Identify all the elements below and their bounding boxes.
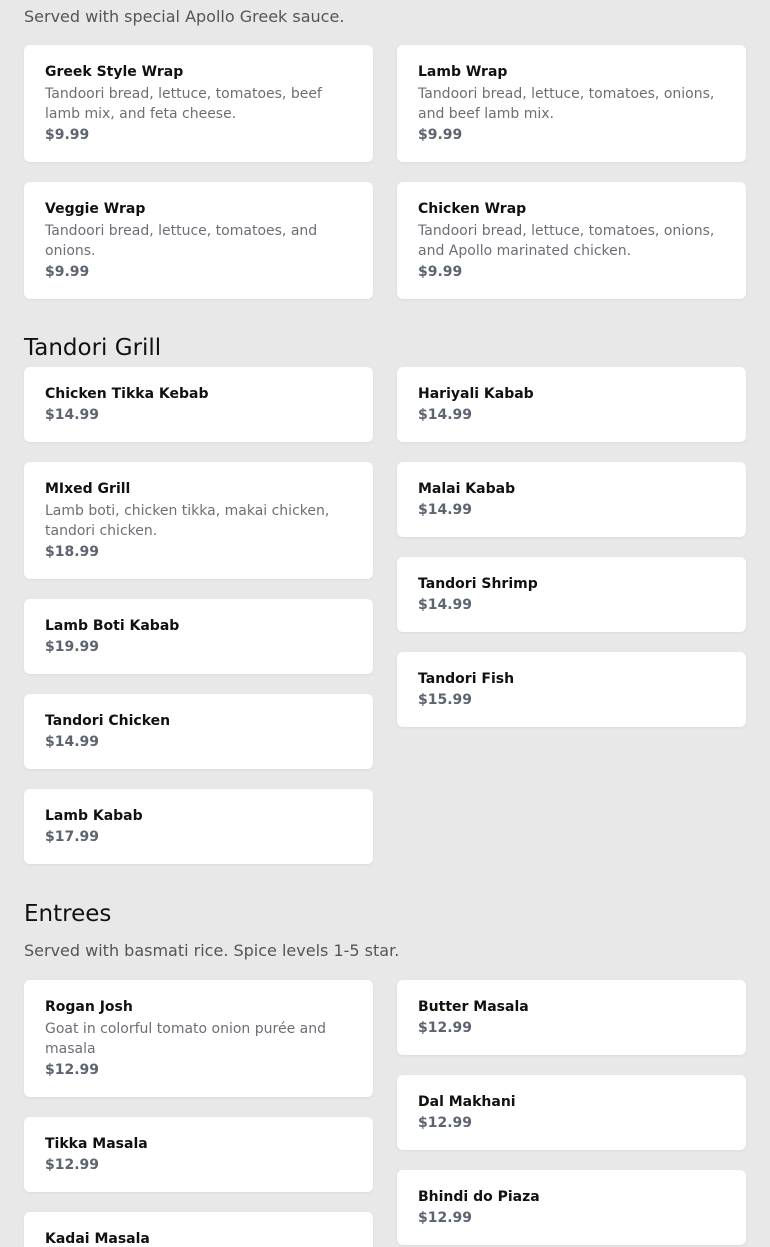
menu-item-name: MIxed Grill — [45, 481, 131, 497]
menu-item-price: $14.99 — [418, 502, 473, 518]
menu-item-card[interactable] — [24, 694, 373, 769]
menu-item-price: $12.99 — [45, 1157, 100, 1173]
menu-item-price: $19.99 — [45, 639, 100, 655]
menu-item-name: Greek Style Wrap — [45, 64, 184, 80]
menu-item-name: Bhindi do Piaza — [418, 1189, 540, 1205]
menu-item-name: Tandori Shrimp — [418, 576, 538, 592]
menu-item-card[interactable] — [24, 789, 373, 864]
menu-item-name: Tandori Fish — [418, 671, 515, 687]
menu-item-price: $14.99 — [418, 407, 473, 423]
menu-item-price: $15.99 — [418, 692, 473, 708]
entrees-description: Served with basmati rice. Spice levels 1-5 star. — [24, 941, 400, 960]
menu-item-name: Lamb Wrap — [418, 64, 508, 80]
menu-item-name: Rogan Josh — [45, 999, 133, 1015]
menu-item-description: Tandoori bread, lettuce, tomatoes, onions, and beef lamb mix. — [418, 86, 715, 122]
menu-item-price: $14.99 — [45, 407, 100, 423]
section-title-entrees: Entrees — [24, 901, 112, 927]
menu-item-description: Tandoori bread, lettuce, tomatoes, beef lamb mix, and feta cheese. — [45, 86, 322, 122]
menu-item-name: Tikka Masala — [45, 1136, 148, 1152]
menu-item-name: Kadai Masala — [45, 1231, 150, 1247]
menu-item-price: $18.99 — [45, 544, 100, 560]
menu-item-name: Lamb Kabab — [45, 808, 143, 824]
menu-item-price: $17.99 — [45, 829, 100, 845]
menu-item-price: $12.99 — [418, 1115, 473, 1131]
menu-item-price: $14.99 — [45, 734, 100, 750]
menu-item-card[interactable] — [24, 1212, 373, 1247]
menu-item-card[interactable] — [397, 980, 746, 1055]
menu-item-name: Butter Masala — [418, 999, 529, 1015]
menu-item-card[interactable] — [24, 980, 373, 1097]
menu-item-description: Goat in colorful tomato onion purée and masala — [45, 1021, 326, 1057]
menu-item-name: Dal Makhani — [418, 1094, 516, 1110]
menu-item-description: Tandoori bread, lettuce, tomatoes, and onions. — [45, 223, 318, 259]
menu-item-card[interactable] — [24, 182, 373, 299]
menu-item-name: Tandori Chicken — [45, 713, 171, 729]
entrees-right-column — [397, 980, 746, 1247]
menu-item-card[interactable] — [24, 462, 373, 579]
wraps-right-column — [397, 45, 746, 319]
menu-item-price: $14.99 — [418, 597, 473, 613]
menu-item-card[interactable] — [397, 367, 746, 442]
menu-item-name: Chicken Wrap — [418, 201, 527, 217]
menu-item-price: $9.99 — [45, 127, 90, 143]
menu-item-card[interactable] — [397, 1170, 746, 1245]
menu-item-card[interactable] — [397, 462, 746, 537]
menu-item-name: Hariyali Kabab — [418, 386, 534, 402]
menu-item-price: $12.99 — [418, 1210, 473, 1226]
menu-item-card[interactable] — [397, 1075, 746, 1150]
section-title-tandori-grill: Tandori Grill — [24, 335, 162, 361]
menu-item-name: Malai Kabab — [418, 481, 516, 497]
menu-item-price: $9.99 — [418, 264, 463, 280]
entrees-left-column — [24, 980, 373, 1247]
menu-item-card[interactable] — [397, 45, 746, 162]
tandori-right-column — [397, 367, 746, 747]
wraps-description: Served with special Apollo Greek sauce. — [24, 7, 345, 26]
menu-item-description: Lamb boti, chicken tikka, makai chicken, tandori chicken. — [45, 503, 330, 539]
menu-item-card[interactable] — [24, 45, 373, 162]
menu-item-name: Veggie Wrap — [45, 201, 146, 217]
menu-item-card[interactable] — [397, 652, 746, 727]
menu-item-card[interactable] — [24, 1117, 373, 1192]
wraps-left-column — [24, 45, 373, 319]
menu-item-card[interactable] — [24, 367, 373, 442]
menu-item-card[interactable] — [397, 182, 746, 299]
menu-item-name: Chicken Tikka Kebab — [45, 386, 209, 402]
tandori-left-column — [24, 367, 373, 884]
menu-item-description: Tandoori bread, lettuce, tomatoes, onions, and Apollo marinated chicken. — [418, 223, 715, 259]
menu-item-card[interactable] — [397, 557, 746, 632]
menu-item-price: $12.99 — [45, 1062, 100, 1078]
menu-item-price: $12.99 — [418, 1020, 473, 1036]
menu-item-price: $9.99 — [418, 127, 463, 143]
menu-item-name: Lamb Boti Kabab — [45, 618, 180, 634]
menu-item-price: $9.99 — [45, 264, 90, 280]
menu-item-card[interactable] — [24, 599, 373, 674]
